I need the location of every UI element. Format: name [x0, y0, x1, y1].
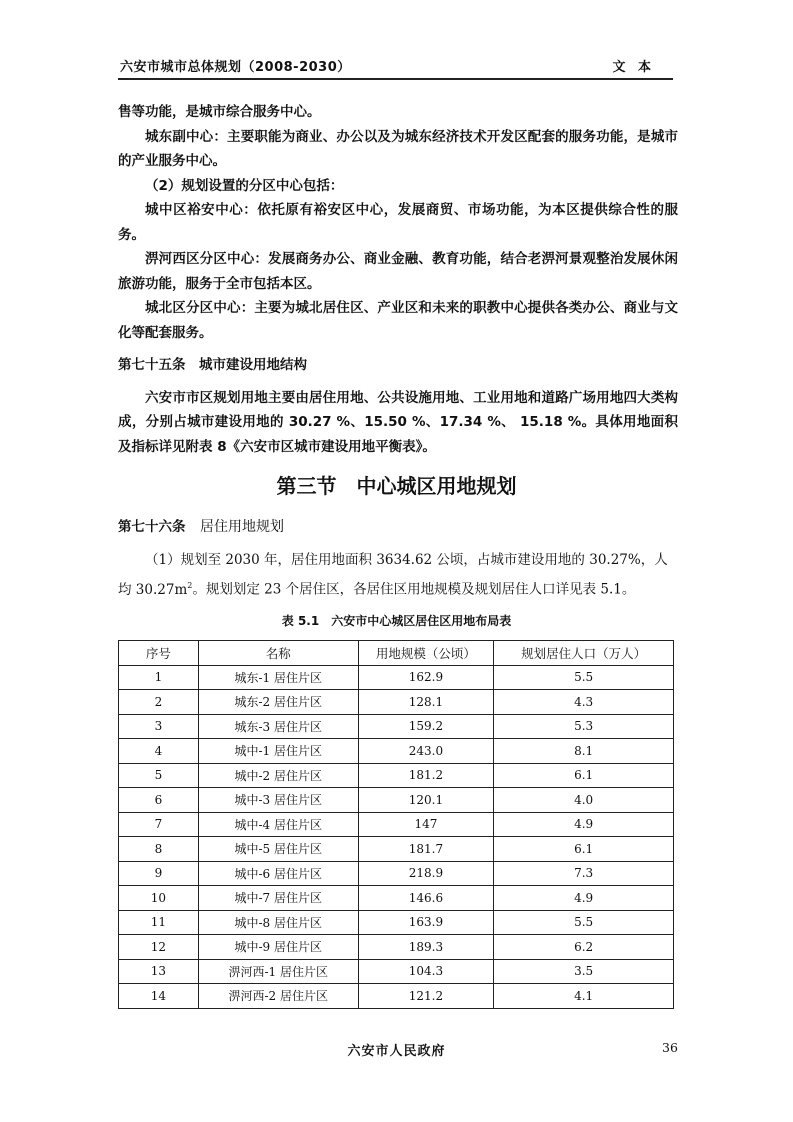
body-text	[118, 100, 678, 459]
issuer: 六安市人民政府	[347, 1044, 446, 1059]
table-cell: 7.3	[494, 861, 674, 886]
table-cell: 4.0	[494, 788, 674, 813]
table-cell: 城东-2 居住片区	[198, 690, 358, 715]
table-cell: 5.5	[494, 910, 674, 935]
table-cell: 5.3	[494, 714, 674, 739]
table-cell: 162.9	[358, 665, 494, 690]
table-row	[119, 886, 674, 911]
table-cell: 城中-7 居住片区	[198, 886, 358, 911]
table-cell: 2	[119, 690, 199, 715]
section-title: 第三节 中心城区用地规划	[276, 474, 517, 498]
column-header: 序号	[119, 641, 199, 666]
article-76-heading	[118, 515, 284, 536]
column-header: 规划居住人口（万人）	[494, 641, 674, 666]
paragraph: 城东副中心：主要职能为商业、办公以及为城东经济技术开发区配套的服务功能，是城市的产业服务中心。	[118, 128, 678, 169]
table-cell: 城中-1 居住片区	[198, 739, 358, 764]
table-cell: 4	[119, 739, 199, 764]
table-row	[119, 739, 674, 764]
table-cell: 5.5	[494, 665, 674, 690]
table-cell: 146.6	[358, 886, 494, 911]
table-cell: 8	[119, 837, 199, 862]
table-cell: 淠河西-1 居住片区	[198, 959, 358, 984]
table-cell: 4.3	[494, 690, 674, 715]
table-row	[119, 837, 674, 862]
paragraph: 淠河西区分区中心：发展商务办公、商业金融、教育功能，结合老淠河景观整治发展休闲旅游功能，服务于全市包括本区。	[118, 251, 678, 292]
table-caption: 表 5.1 六安市中心城区居住区用地布局表	[281, 614, 512, 628]
paragraph: 城中区裕安中心：依托原有裕安区中心，发展商贸、市场功能，为本区提供综合性的服务。	[118, 202, 678, 243]
table-cell: 181.7	[358, 837, 494, 862]
table-cell: 城中-5 居住片区	[198, 837, 358, 862]
header-rule	[118, 78, 673, 80]
table-cell: 6.1	[494, 837, 674, 862]
table-cell: 8.1	[494, 739, 674, 764]
table-cell: 3	[119, 714, 199, 739]
table-row	[119, 935, 674, 960]
table-cell: 城中-8 居住片区	[198, 910, 358, 935]
table-row	[119, 812, 674, 837]
table-cell: 120.1	[358, 788, 494, 813]
table-cell: 13	[119, 959, 199, 984]
article-76-title: 居住用地规划	[199, 519, 284, 535]
table-cell: 城中-4 居住片区	[198, 812, 358, 837]
table-row	[119, 763, 674, 788]
table-cell: 城中-3 居住片区	[198, 788, 358, 813]
document-type-label: 文 本	[612, 60, 655, 75]
table-cell: 181.2	[358, 763, 494, 788]
table-cell: 10	[119, 886, 199, 911]
article-75-text: 六安市市区规划用地主要由居住用地、公共设施用地、工业用地和道路广场用地四大类构成，分别占城市建设用地的 30.27 %、15.50 %、17.34 %、 15.18 %。具体用地面积及指标详见附表 8《六安市区城市建设用地平衡表》。	[118, 389, 678, 455]
table-cell: 城中-6 居住片区	[198, 861, 358, 886]
table-cell: 4.9	[494, 812, 674, 837]
table-cell: 淠河西-2 居住片区	[198, 984, 358, 1009]
superscript: 2	[187, 581, 193, 590]
article-76-text: （1）规划至 2030 年，居住用地面积 3634.62 公顷，占城市建设用地的 30.27%，人均 $30.27m^2$。规划划定 23 个居住区，各居住区用地规模及规划居住人口详见表 5.1。	[118, 552, 668, 598]
table-cell: 9	[119, 861, 199, 886]
table-cell: 6.2	[494, 935, 674, 960]
table-row	[119, 984, 674, 1009]
table-row	[119, 690, 674, 715]
paragraph: 城北区分区中心：主要为城北居住区、产业区和未来的职教中心提供各类办公、商业与文化等配套服务。	[118, 300, 678, 341]
table-cell: 11	[119, 910, 199, 935]
column-header: 用地规模（公顷）	[358, 641, 494, 666]
table-cell: 159.2	[358, 714, 494, 739]
table-row	[119, 665, 674, 690]
table-cell: 4.9	[494, 886, 674, 911]
table-cell: 城东-3 居住片区	[198, 714, 358, 739]
paragraph: （2）规划设置的分区中心包括：	[145, 177, 344, 194]
article-75-heading: 第七十五条 城市建设用地结构	[118, 357, 307, 373]
table-cell: 3.5	[494, 959, 674, 984]
table-cell: 163.9	[358, 910, 494, 935]
column-header: 名称	[198, 641, 358, 666]
table-cell: 城东-1 居住片区	[198, 665, 358, 690]
table-cell: 城中-2 居住片区	[198, 763, 358, 788]
table-cell: 4.1	[494, 984, 674, 1009]
table-cell: 121.2	[358, 984, 494, 1009]
page-header	[118, 56, 673, 76]
table-cell: 104.3	[358, 959, 494, 984]
table-header-row	[119, 641, 674, 666]
paragraph: 售等功能，是城市综合服务中心。	[118, 104, 321, 120]
table-cell: 147	[358, 812, 494, 837]
table-cell: 218.9	[358, 861, 494, 886]
page-number: 36	[662, 1040, 678, 1055]
table-row	[119, 788, 674, 813]
table-cell: 6.1	[494, 763, 674, 788]
table-cell: 7	[119, 812, 199, 837]
table-cell: 243.0	[358, 739, 494, 764]
residential-land-table	[118, 640, 674, 1009]
table-cell: 城中-9 居住片区	[198, 935, 358, 960]
table-cell: 12	[119, 935, 199, 960]
table-cell: 6	[119, 788, 199, 813]
table-row	[119, 714, 674, 739]
table-row	[119, 959, 674, 984]
article-76-number: 第七十六条	[118, 519, 186, 535]
table-cell: 1	[119, 665, 199, 690]
table-row	[119, 910, 674, 935]
table-cell: 189.3	[358, 935, 494, 960]
table-cell: 128.1	[358, 690, 494, 715]
table-row	[119, 861, 674, 886]
document-title: 六安市城市总体规划（2008-2030）	[120, 60, 351, 75]
table-cell: 14	[119, 984, 199, 1009]
table-cell: 5	[119, 763, 199, 788]
